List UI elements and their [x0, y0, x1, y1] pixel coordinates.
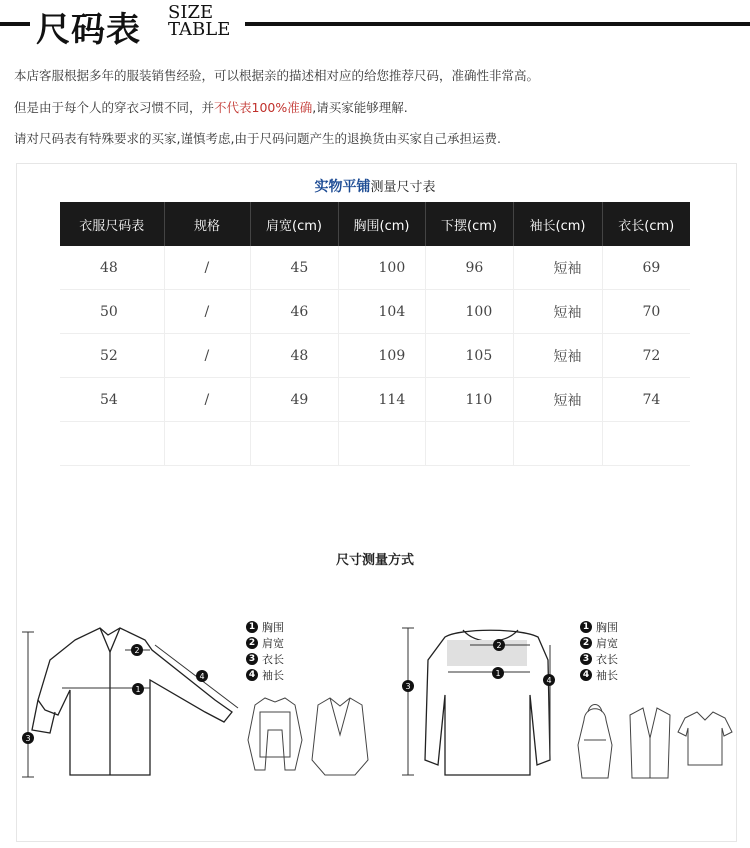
notice-line-3: 请对尺码表有特殊要求的买家,谨慎考虑,由于尺码问题产生的退换货由买家自己承担运费.: [14, 131, 501, 146]
notice-line-1: 本店客服根据多年的服装销售经验，可以根据亲的描述相对应的给您推荐尺码，准确性非常高。: [14, 68, 540, 83]
table-cell: 110: [425, 378, 513, 422]
sweater-marker-1: [492, 667, 504, 679]
legend-left: [246, 619, 284, 683]
legend-item: [246, 651, 284, 667]
tshirt-thumbnail: [678, 712, 732, 765]
shirt-marker-4: [196, 670, 208, 682]
legend-number-icon: 2: [580, 637, 592, 649]
notice-line-2-post: ,请买家能够理解.: [312, 100, 408, 115]
svg-text:2: 2: [134, 646, 140, 655]
table-cell: 96: [425, 246, 513, 290]
svg-text:1: 1: [495, 669, 501, 678]
legend-label: 肩宽: [262, 637, 284, 650]
header-cell-spec: 规格: [164, 202, 250, 246]
table-title-rest: 测量尺寸表: [370, 180, 436, 195]
table-cell: /: [164, 334, 250, 378]
header-cell-shoulder: 肩宽(cm): [250, 202, 338, 246]
legend-number-icon: 4: [246, 669, 258, 681]
legend-label: 袖长: [262, 669, 284, 682]
legend-right: [580, 619, 618, 683]
sweater-diagram: [425, 630, 550, 775]
legend-item: [246, 619, 284, 635]
legend-label: 肩宽: [596, 637, 618, 650]
shirt-marker-2: [131, 644, 143, 656]
legend-label: 袖长: [596, 669, 618, 682]
legend-label: 胸围: [262, 621, 284, 634]
table-cell: 69: [602, 246, 690, 290]
sweater-marker-4: [543, 674, 555, 686]
table-cell: 109: [338, 334, 425, 378]
hoodie-thumbnail: [578, 705, 612, 779]
svg-text:1: 1: [135, 685, 141, 694]
legend-item: [246, 635, 284, 651]
notice-line-2-pre: 但是由于每个人的穿衣习惯不同，并: [14, 100, 215, 115]
table-cell: 105: [425, 334, 513, 378]
blazer-thumbnail: [312, 698, 368, 775]
shirt-marker-3: [22, 732, 34, 744]
legend-number-icon: 1: [246, 621, 258, 633]
legend-label: 胸围: [596, 621, 618, 634]
table-cell: /: [164, 378, 250, 422]
table-cell: 50: [60, 290, 164, 334]
legend-number-icon: 3: [580, 653, 592, 665]
legend-item: [580, 635, 618, 651]
header-cell-length: 衣长(cm): [602, 202, 690, 246]
table-cell: 104: [338, 290, 425, 334]
header-cell-hem: 下摆(cm): [425, 202, 513, 246]
table-cell: 48: [60, 246, 164, 290]
svg-text:3: 3: [25, 734, 31, 743]
table-cell: 49: [250, 378, 338, 422]
svg-text:3: 3: [405, 682, 411, 691]
notice-line-2-highlight: 不代表100%准确: [214, 100, 313, 115]
legend-label: 衣长: [596, 653, 618, 666]
legend-item: [580, 619, 618, 635]
svg-text:2: 2: [496, 641, 502, 650]
table-cell: 短袖: [513, 378, 602, 422]
header-title-en-line2: TABLE: [168, 19, 231, 40]
svg-text:4: 4: [546, 676, 552, 685]
header-cell-sleeve: 袖长(cm): [513, 202, 602, 246]
shirt-marker-1: [132, 683, 144, 695]
table-cell: /: [164, 290, 250, 334]
header-cell-size: 衣服尺码表: [60, 202, 164, 246]
shirt-measure-lines: [22, 632, 238, 777]
header-cell-chest: 胸围(cm): [338, 202, 425, 246]
legend-item: [580, 667, 618, 683]
table-cell: 短袖: [513, 334, 602, 378]
measure-title: 尺寸测量方式: [335, 553, 414, 568]
legend-item: [246, 667, 284, 683]
table-cell: 45: [250, 246, 338, 290]
table-cell: /: [164, 246, 250, 290]
header-title-cn: 尺码表: [36, 10, 141, 50]
legend-number-icon: 3: [246, 653, 258, 665]
jacket-thumbnail: [248, 698, 302, 770]
table-cell: 74: [602, 378, 690, 422]
table-title-accent: 实物平铺: [314, 179, 371, 195]
sweater-marker-2: [493, 639, 505, 651]
legend-number-icon: 4: [580, 669, 592, 681]
table-cell: 短袖: [513, 246, 602, 290]
table-cell: 114: [338, 378, 425, 422]
legend-label: 衣长: [262, 653, 284, 666]
legend-number-icon: 1: [580, 621, 592, 633]
header-title-en-line1: SIZE: [168, 2, 214, 23]
table-cell: 52: [60, 334, 164, 378]
cardigan-thumbnail: [630, 708, 670, 778]
table-cell: 48: [250, 334, 338, 378]
table-cell: 70: [602, 290, 690, 334]
table-cell: 46: [250, 290, 338, 334]
sweater-marker-3: [402, 680, 414, 692]
table-cell: 100: [425, 290, 513, 334]
table-cell: 短袖: [513, 290, 602, 334]
legend-item: [580, 651, 618, 667]
table-cell: 72: [602, 334, 690, 378]
legend-number-icon: 2: [246, 637, 258, 649]
table-cell: 100: [338, 246, 425, 290]
svg-text:4: 4: [199, 672, 205, 681]
table-cell: 54: [60, 378, 164, 422]
